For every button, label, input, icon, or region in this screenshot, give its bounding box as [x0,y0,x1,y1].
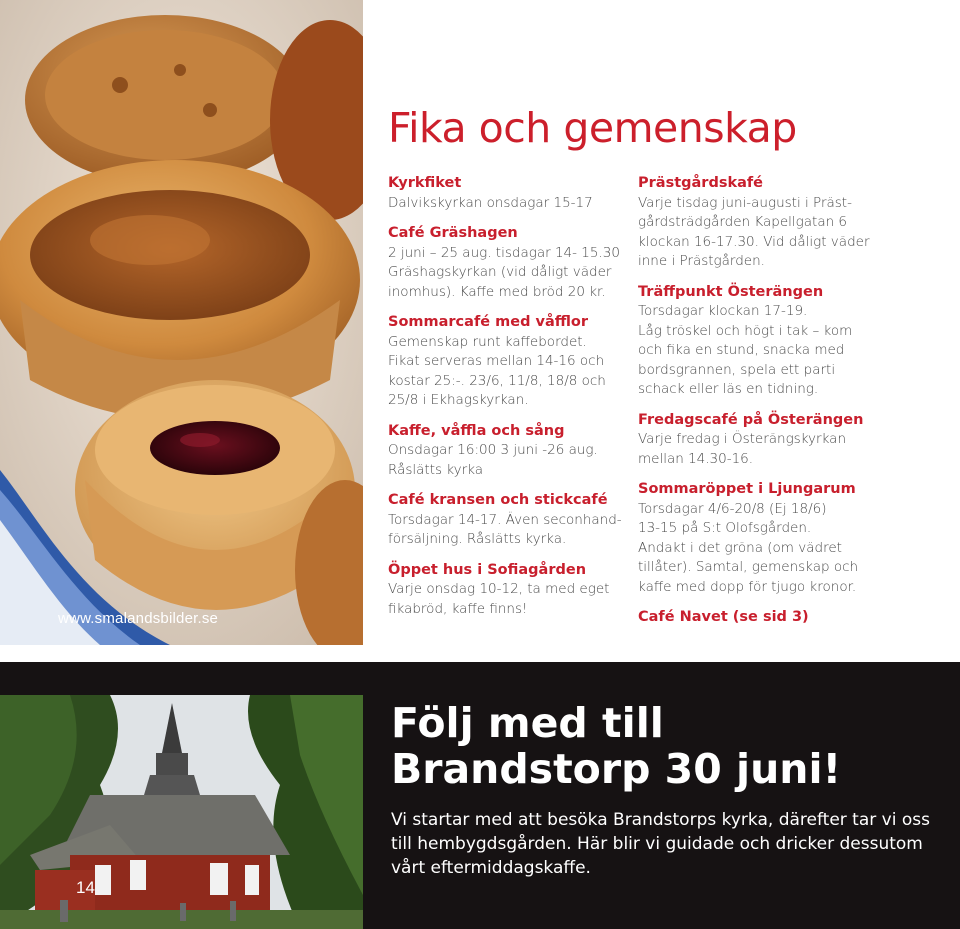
event-description-line: Torsdagar 4/6-20/8 (Ej 18/6) [638,500,827,517]
event-item [638,608,956,628]
event-description-line: Gemenskap runt kaffebordet. [388,333,587,350]
event-title: Café Navet (se sid 3) [638,609,809,625]
event-description [388,511,628,550]
event-item [638,480,956,597]
page-headline: Fika och gemenskap [388,104,797,152]
event-title: Sommarcafé med våfflor [388,314,589,330]
event-description-line: 25/8 i Ekhagskyrkan. [388,392,529,408]
event-title: Öppet hus i Sofiagården [388,561,587,578]
event-description-line: gårdsträdgården Kapellgatan 6 [638,214,848,230]
event-description [388,441,628,480]
banner-title-line: Brandstorp 30 juni! [391,745,842,793]
event-description [388,244,628,303]
event-description-line: Torsdagar klockan 17-19. [638,303,808,319]
event-description-line: Låg tröskel och högt i tak – kom [638,322,853,339]
event-description-line: inomhus). Kaffe med bröd 20 kr. [388,283,606,300]
event-title: Fredagscafé på Österängen [638,411,864,428]
event-description-line: kaffe med dopp för tjugo kronor. [638,578,857,595]
event-item [388,561,628,620]
event-description-line: inne i Prästgården. [638,253,765,269]
event-description-line: mellan 14.30-16. [638,450,754,467]
event-title: Träffpunkt Österängen [638,283,824,300]
event-title: Kaffe, våffla och sång [388,422,565,439]
event-title: Café Gräshagen [388,225,518,241]
event-description [638,194,956,272]
event-description [388,333,628,411]
event-description-line: försäljning. Råslätts kyrka. [388,531,567,547]
event-item [638,411,956,470]
event-description-line: tillåter). Samtal, gemenskap och [638,559,859,575]
banner-text-line: vårt eftermiddagskaffe. [391,858,591,878]
event-item [638,174,956,272]
event-column-left [388,174,628,630]
event-title: Kyrkfiket [388,175,462,191]
event-description-line: klockan 16-17.30. Vid dåligt väder [638,233,870,250]
event-description-line: och fika en stund, snacka med [638,342,845,358]
event-description-line: 13-15 på S:t Olofsgården. [638,520,812,536]
event-item [388,491,628,550]
event-description-line: Dalvikskyrkan onsdagar 15-17 [388,194,593,211]
event-title: Prästgårdskafé [638,175,764,191]
event-title: Sommaröppet i Ljungarum [638,481,856,497]
banner-text [391,808,951,880]
pastry-photo [0,0,363,645]
event-description-line: Onsdagar 16:00 3 juni -26 aug. [388,442,598,458]
event-description-line: Varje tisdag juni-augusti i Präst- [638,194,852,211]
event-title: Café kransen och stickcafé [388,492,608,508]
event-description-line: 2 juni – 25 aug. tisdagar 14- 15.30 [388,244,620,261]
event-description [638,430,956,469]
page-number: 14 [76,878,95,897]
event-description [388,580,628,619]
event-item [388,224,628,302]
event-description-line: Andakt i det gröna (om vädret [638,539,842,556]
event-description-line: Fikat serveras mellan 14-16 och [388,353,605,369]
event-column-right [638,174,956,639]
banner-title [391,700,841,792]
event-description [388,194,628,214]
banner-text-line: till hembygdsgården. Här blir vi guidade och dricker dessutom [391,834,923,854]
event-description-line: Varje fredag i Österängskyrkan [638,431,847,447]
banner-text-line: Vi startar med att besöka Brandstorps kyrka, därefter tar vi oss [391,810,930,830]
event-description-line: kostar 25:-. 23/6, 11/8, 18/8 och [388,372,606,389]
event-description-line: schack eller läs en tidning. [638,381,819,397]
event-description [638,500,956,598]
event-description-line: Råslätts kyrka [388,461,484,478]
event-item [388,422,628,481]
event-description-line: fikabröd, kaffe finns! [388,600,528,617]
event-item [638,283,956,400]
event-item [388,313,628,411]
event-description-line: Torsdagar 14-17. Även seconhand- [388,511,622,528]
church-photo [0,695,363,929]
event-description [638,302,956,400]
event-description-line: bordsgrannen, spela ett parti [638,361,836,378]
event-description-line: Varje onsdag 10-12, ta med eget [388,581,610,597]
event-description-line: Gräshagskyrkan (vid dåligt väder [388,264,612,280]
banner-title-line: Följ med till [391,699,664,747]
photo-credit: www.smalandsbilder.se [58,610,219,627]
event-item [388,174,628,213]
